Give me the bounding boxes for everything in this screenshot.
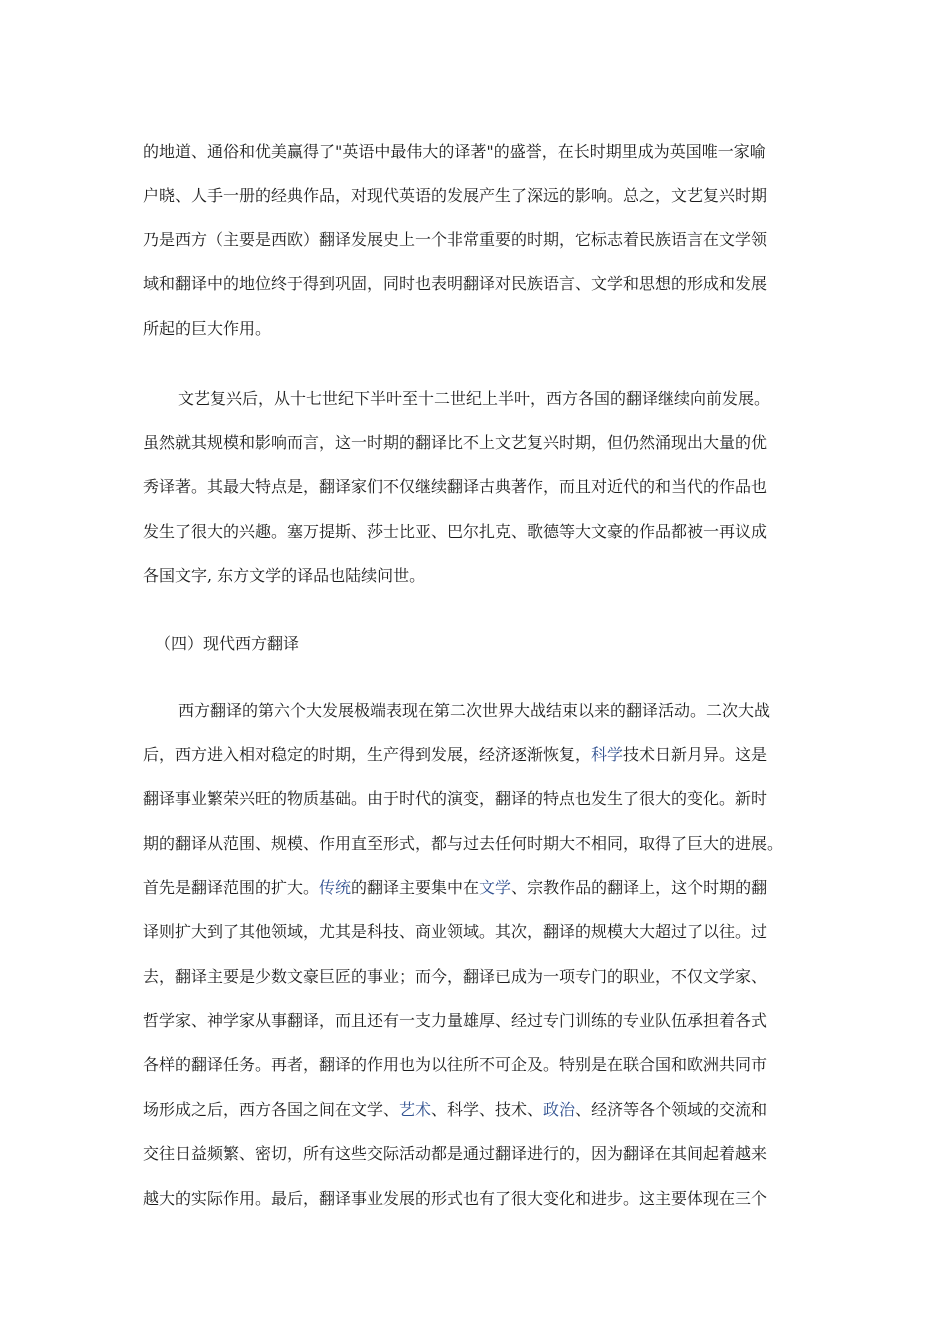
- text-segment: 场形成之后，西方各国之间在文学、: [143, 1100, 400, 1119]
- paragraph-3-line-10: [143, 1100, 767, 1120]
- section-heading: （四）现代西方翻译: [155, 634, 300, 653]
- paragraph-1-line-4: 域和翻译中的地位终于得到巩固，同时也表明翻译对民族语言、文学和思想的形成和发展: [143, 274, 768, 293]
- paragraph-3-line-7: 去，翻译主要是少数文豪巨匠的事业；而今，翻译已成为一项专门的职业，不仅文学家、: [143, 967, 768, 986]
- link-tradition[interactable]: 传统: [319, 878, 352, 897]
- text-segment: 技术日新月异。这是: [623, 745, 768, 764]
- paragraph-2-line-4: 发生了很大的兴趣。塞万提斯、莎士比亚、巴尔扎克、歌德等大文豪的作品都被一再议成: [143, 522, 768, 541]
- paragraph-3-line-1: 西方翻译的第六个大发展极端表现在第二次世界大战结束以来的翻译活动。二次大战: [178, 701, 771, 720]
- paragraph-3-line-6: 译则扩大到了其他领域，尤其是科技、商业领域。其次，翻译的规模大大超过了以往。过: [143, 922, 768, 941]
- link-science[interactable]: 科学: [591, 745, 624, 764]
- text-segment: 、经济等各个领域的交流和: [575, 1100, 768, 1119]
- paragraph-2-line-3: 秀译著。其最大特点是，翻译家们不仅继续翻译古典著作，而且对近代的和当代的作品也: [143, 477, 768, 496]
- paragraph-3-line-8: 哲学家、神学家从事翻译，而且还有一支力量雄厚、经过专门训练的专业队伍承担着各式: [143, 1011, 768, 1030]
- text-segment: 首先是翻译范围的扩大。: [143, 878, 320, 897]
- text-segment: 的翻译主要集中在: [351, 878, 480, 897]
- paragraph-3-line-5: [143, 878, 767, 898]
- paragraph-3-line-4: 期的翻译从范围、规模、作用直至形式，都与过去任何时期大不相同，取得了巨大的进展。: [143, 834, 784, 853]
- paragraph-2-line-1: 文艺复兴后，从十七世纪下半叶至十二世纪上半叶，西方各国的翻译继续向前发展。: [178, 389, 771, 408]
- link-art[interactable]: 艺术: [399, 1100, 432, 1119]
- link-politics[interactable]: 政治: [543, 1100, 576, 1119]
- paragraph-3-line-2: [143, 745, 767, 765]
- text-segment: 、科学、技术、: [431, 1100, 544, 1119]
- paragraph-3-line-9: 各样的翻译任务。再者，翻译的作用也为以往所不可企及。特别是在联合国和欧洲共同市: [143, 1055, 768, 1074]
- paragraph-1-line-2: 户晓、人手一册的经典作品，对现代英语的发展产生了深远的影响。总之，文艺复兴时期: [143, 186, 768, 205]
- paragraph-1-line-1: 的地道、通俗和优美赢得了"英语中最伟大的译著"的盛誉，在长时期里成为英国唯一家喻: [143, 142, 766, 161]
- paragraph-3-line-12: 越大的实际作用。最后，翻译事业发展的形式也有了很大变化和进步。这主要体现在三个: [143, 1189, 768, 1208]
- paragraph-2-line-5: 各国文字, 东方文学的译品也陆续问世。: [143, 566, 426, 585]
- paragraph-1-line-5: 所起的巨大作用。: [143, 319, 272, 338]
- paragraph-3-line-11: 交往日益频繁、密切，所有这些交际活动都是通过翻译进行的，因为翻译在其间起着越来: [143, 1144, 768, 1163]
- link-literature[interactable]: 文学: [479, 878, 512, 897]
- paragraph-2-line-2: 虽然就其规模和影响而言，这一时期的翻译比不上文艺复兴时期，但仍然涌现出大量的优: [143, 433, 768, 452]
- paragraph-1-line-3: 乃是西方（主要是西欧）翻译发展史上一个非常重要的时期，它标志着民族语言在文学领: [143, 230, 768, 249]
- text-segment: 、宗教作品的翻译上，这个时期的翻: [511, 878, 768, 897]
- paragraph-3-line-3: 翻译事业繁荣兴旺的物质基础。由于时代的演变，翻译的特点也发生了很大的变化。新时: [143, 789, 768, 808]
- text-segment: 后，西方进入相对稳定的时期，生产得到发展，经济逐渐恢复，: [143, 745, 592, 764]
